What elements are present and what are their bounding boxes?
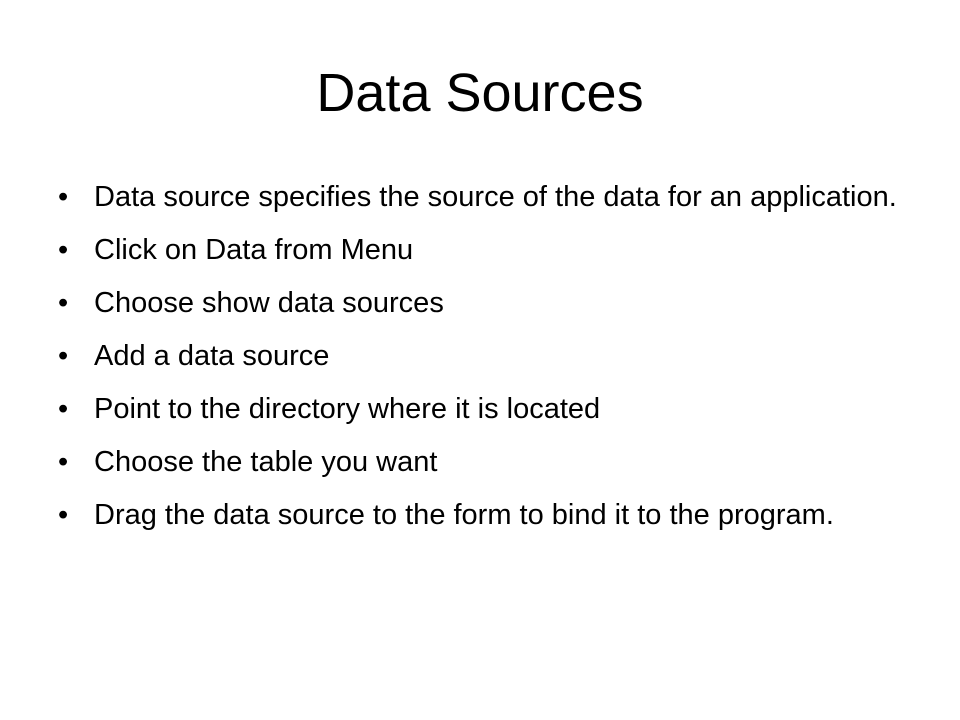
bullet-dot-icon: •	[58, 393, 69, 425]
bullet-dot-icon: •	[58, 234, 69, 266]
bullet-text: Choose show data sources	[94, 287, 444, 319]
bullet-item	[58, 390, 898, 428]
bullet-text: Click on Data from Menu	[94, 234, 414, 266]
bullet-item	[58, 443, 898, 481]
bullet-text: Data source specifies the source of the data for an application.	[94, 181, 897, 213]
bullet-text: Choose the table you want	[94, 446, 438, 478]
bullet-dot-icon: •	[58, 287, 69, 319]
bullet-dot-icon: •	[58, 181, 69, 213]
bullet-list	[58, 178, 898, 549]
bullet-text: Point to the directory where it is located	[94, 393, 601, 425]
slide-title: Data Sources	[316, 63, 644, 123]
bullet-item	[58, 496, 898, 534]
bullet-text: Add a data source	[94, 340, 330, 372]
bullet-dot-icon: •	[58, 446, 69, 478]
bullet-item	[58, 178, 898, 216]
bullet-dot-icon: •	[58, 499, 69, 531]
bullet-text: Drag the data source to the form to bind it to the program.	[94, 499, 834, 531]
bullet-item	[58, 337, 898, 375]
bullet-item	[58, 231, 898, 269]
bullet-dot-icon: •	[58, 340, 69, 372]
bullet-item	[58, 284, 898, 322]
